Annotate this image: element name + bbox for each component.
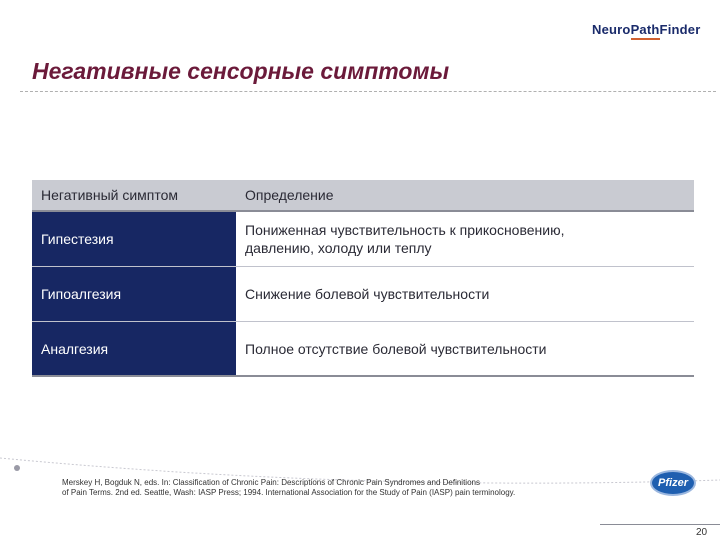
table-header-row — [32, 180, 694, 212]
slide-title: Негативные сенсорные симптомы — [32, 58, 450, 84]
definition-cell: Полное отсутствие болевой чувствительности — [245, 340, 547, 357]
header-cell-symptom: Негативный симптом — [41, 187, 179, 203]
logo-part-neuro: Neuro — [592, 22, 631, 37]
definition-cell — [236, 212, 694, 266]
table-row — [32, 267, 694, 322]
table-row — [32, 212, 694, 267]
table-row — [32, 322, 694, 377]
footnote-line: of Pain Terms. 2nd ed. Seattle, Wash: IASP Press; 1994. International Association for the Study of Pain (IASP) pain terminology. — [62, 488, 516, 497]
pfizer-logo: Pfizer — [650, 470, 696, 496]
footnote-line: Merskey H, Bogduk N, eds. In: Classification of Chronic Pain: Descriptions of Chronic Pain Syndromes and Definitions — [62, 478, 480, 487]
page-number: 20 — [696, 527, 708, 538]
definition-cell: Снижение болевой чувствительности — [245, 286, 490, 302]
definition-line: Пониженная чувствительность к прикосновению, — [245, 222, 565, 238]
neuropathfinder-logo — [592, 22, 700, 37]
definition-line: давлению, холоду или теплу — [245, 240, 432, 256]
reference-footnote — [62, 478, 602, 498]
footer-divider — [600, 524, 720, 525]
symptoms-table — [32, 180, 694, 377]
logo-part-finder: Finder — [659, 22, 701, 37]
title-divider — [20, 91, 716, 92]
term-cell: Аналгезия — [32, 322, 236, 375]
logo-part-path: Path — [631, 22, 660, 40]
term-cell: Гипоалгезия — [32, 267, 236, 321]
bullet-dot-icon — [14, 465, 20, 471]
term-cell: Гипестезия — [32, 212, 236, 266]
header-cell-definition: Определение — [245, 187, 334, 203]
